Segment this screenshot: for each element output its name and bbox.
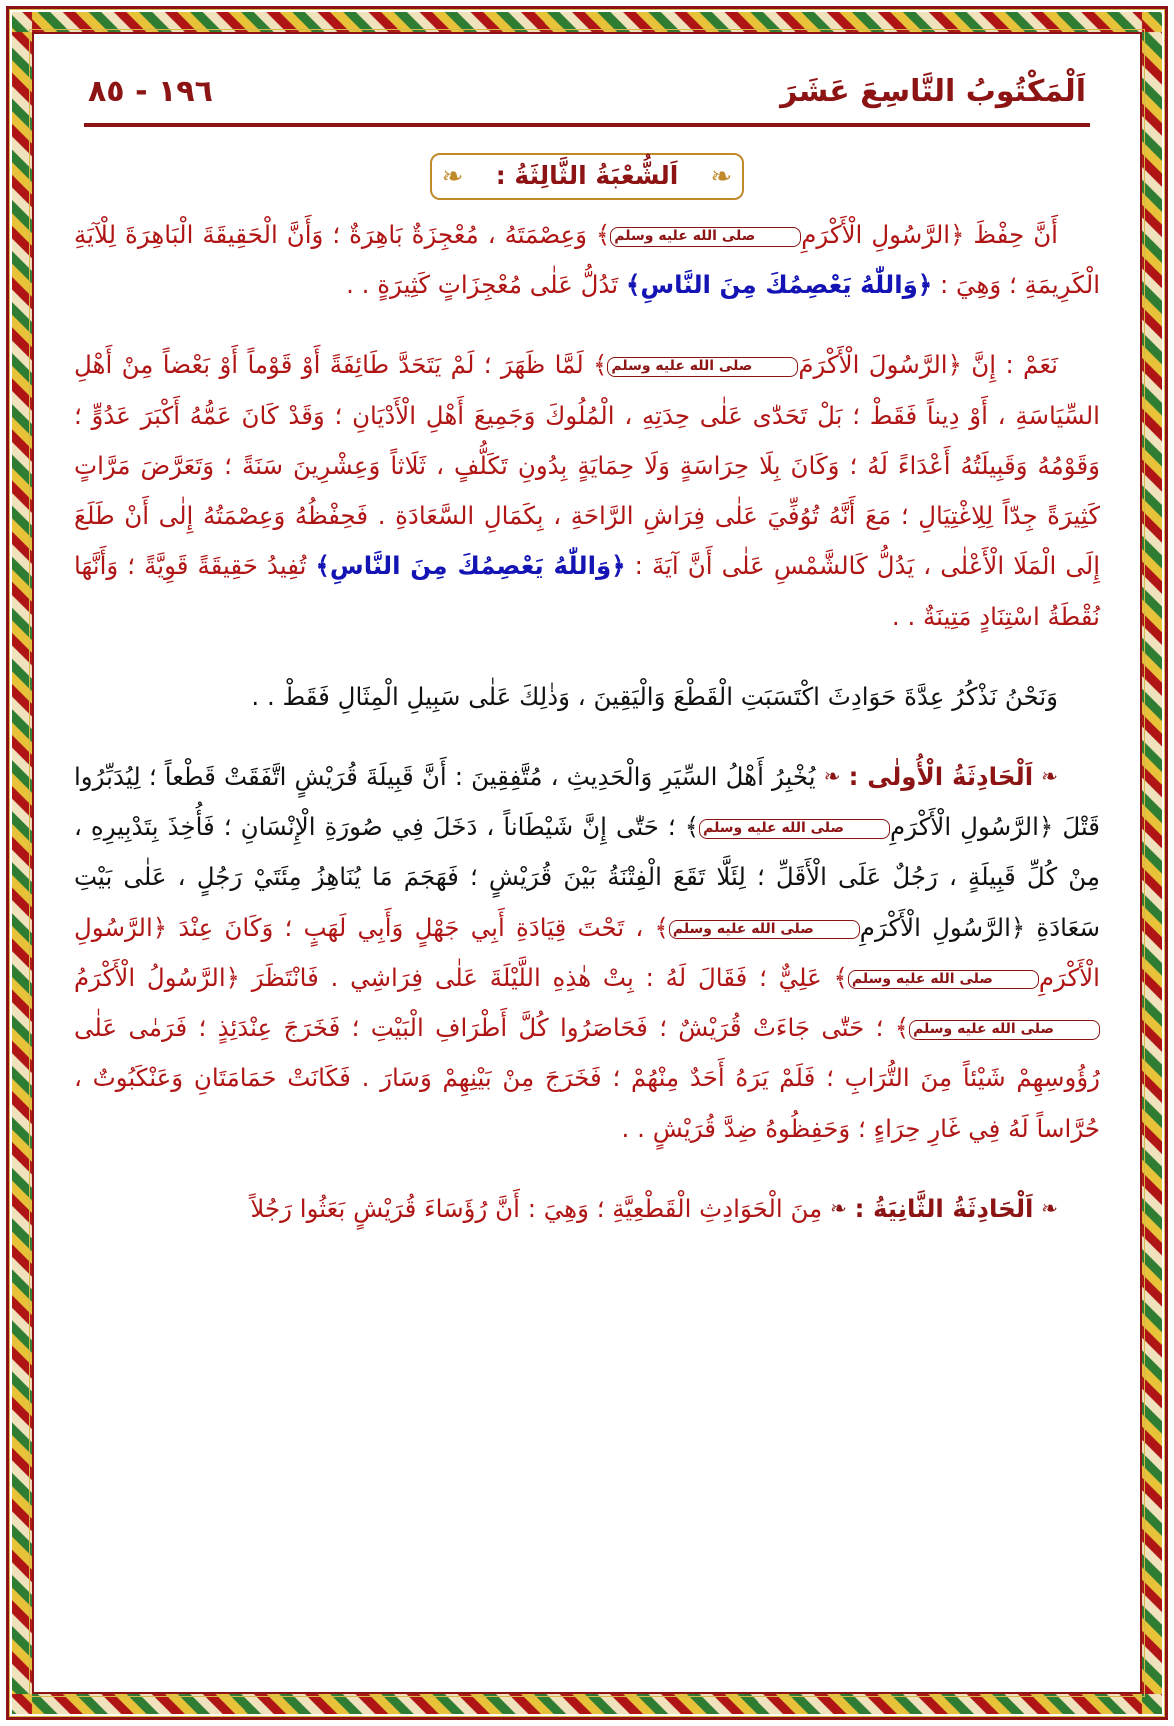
paragraph-1-text-tail: تَدُلُّ عَلٰى مُعْجِزَاتٍ كَثِيرَةٍ . .: [346, 270, 619, 300]
paragraph-2-text-tail: تُفِيدُ حَقِيقَةً قَوِيَّةً ؛ وَأَنَّهَا نُقْطَةُ اسْتِنَادٍ مَتِينَةٌ . .: [74, 551, 1100, 631]
paragraph-1-text-after: ﴾ وَعِصْمَتَهُ ، مُعْجِزَةٌ بَاهِرَةٌ ؛ وَأَنَّ الْحَقِيقَةَ الْبَاهِرَةَ لِلْآيَةِ الْكَرِيمَةِ ؛ وَهِيَ :: [74, 220, 1100, 300]
section-heading-wrap: [74, 153, 1100, 200]
quran-verse-1: ﴿وَاللّٰهُ يَعْصِمُكَ مِنَ النَّاسِ﴾: [625, 270, 933, 300]
paragraph-1-text-before: أَنَّ حِفْظَ ﴿الرَّسُولِ الْأَكْرَمِ: [801, 220, 1058, 249]
paragraph-4-text-after-4: ﴾ ؛ حَتّٰى جَاءَتْ قُرَيْشٌ ؛ فَحَاصَرُوا كُلَّ أَطْرَافِ الْبَيْتِ ؛ فَخَرَجَ عِنْدَئِذٍ ؛ فَرَمٰى عَلٰى رُؤُوسِهِمْ شَيْئاً مِنَ التُّرَابِ ؛ فَلَمْ يَرَهُ أَحَدٌ مِنْهُمْ ؛ فَخَرَجَ مِنْ بَيْنِهِمْ وَسَارَ . فَكَانَتْ حَمَامَتَانِ وَعَنْكَبُوتٌ ، حُرَّاساً لَهُ فِي غَارِ حِرَاءٍ ؛ وَحَفِظُوهُ ضِدَّ قُرَيْشٍ . .: [74, 1013, 1100, 1143]
paragraph-2-text-before: نَعَمْ : إِنَّ ﴿الرَّسُولَ الْأَكْرَمَ: [798, 350, 1058, 380]
header-divider: [84, 123, 1090, 127]
flourish-icon: ❧: [1041, 1195, 1058, 1220]
flourish-icon: ❧: [830, 1195, 847, 1220]
paragraph-2: [74, 340, 1100, 641]
incident-2-heading: اَلْحَادِثَةُ الثَّانِيَةُ :: [854, 1193, 1034, 1223]
honorific-badge-icon: صلى الله عليه وسلم: [607, 357, 798, 377]
paragraph-4-text-after-2: ﴾ ، تَحْتَ قِيَادَةِ أَبِي جَهْلٍ وَأَبِي لَهَبٍ ؛ وَكَانَ عِنْدَ ﴿الرَّسُولِ الْأَكْرَمِ: [74, 912, 1100, 992]
page-header: [74, 74, 1100, 109]
paragraph-4-text-after-3: ﴾ عَلِيٌّ ؛ فَقَالَ لَهُ : بِتْ هٰذِهِ اللَّيْلَةَ عَلٰى فِرَاشِي . فَانْتَظَرَ ﴿الرَّسُولُ الْأَكْرَمُ: [74, 962, 848, 992]
paragraph-4-text-before: يُخْبِرُ أَهْلُ السِّيَرِ وَالْحَدِيثِ ، مُتَّفِقِينَ : أَنَّ قَبِيلَةَ قُرَيْشٍ اتَّفَقَتْ قَطْعاً ؛ لِيُدَبِّرُوا قَتْلَ ﴿الرَّسُولِ الْأَكْرَمِ: [74, 761, 1100, 842]
paragraph-1: [74, 210, 1100, 310]
honorific-badge-icon: صلى الله عليه وسلم: [610, 227, 801, 247]
incident-1-heading: اَلْحَادِثَةُ الْأُولٰى :: [848, 761, 1034, 791]
paragraph-4-text-after: ﴾ ؛ حَتّٰى إِنَّ شَيْطَاناً ، دَخَلَ فِي صُورَةِ الْإِنْسَانِ ؛ فَأُخِذَ بِتَدْبِيرِهِ ، مِنْ كُلِّ قَبِيلَةٍ ، رَجُلٌ عَلَى الْأَقَلِّ ؛ لِئَلَّا تَقَعَ الْفِتْنَةُ بَيْنَ قُرَيْشٍ ؛ فَهَجَمَ مَا يُنَاهِزُ مِئَتَيْ رَجُلٍ ، عَلٰى بَيْتِ سَعَادَةِ ﴿الرَّسُولِ الْأَكْرَمِ: [74, 812, 1100, 942]
page-number: ١٩٦ - ٨٥: [88, 74, 213, 109]
paragraph-2-text-after: ﴾ لَمَّا ظَهَرَ ؛ لَمْ يَتَحَدَّ طَائِفَةً أَوْ قَوْماً أَوْ بَعْضاً مِنْ أَهْلِ السِّيَاسَةِ ، أَوْ دِيناً فَقَطْ ؛ بَلْ تَحَدّٰى عَلٰى حِدَتِهِ ، الْمُلُوكَ وَجَمِيعَ أَهْلِ الْأَدْيَانِ ؛ وَقَدْ كَانَ عَمُّهُ أَكْبَرَ عَدُوٍّ ؛ وَقَوْمُهُ وَقَبِيلَتُهُ أَعْدَاءً لَهُ ؛ وَكَانَ بِلَا حِرَاسَةٍ وَلَا حِمَايَةٍ بِدُونِ تَكَلُّفٍ ، ثَلَاثاً وَعِشْرِينَ سَنَةً ؛ وَتَعَرَّضَ مَرَّاتٍ كَثِيرَةً جِدّاً لِلِاغْتِيَالِ ؛ مَعَ أَنَّهُ تُوُفِّيَ عَلٰى فِرَاشِ الرَّاحَةِ ، بِكَمَالِ السَّعَادَةِ . فَحِفْظُهُ وَعِصْمَتُهُ إِلٰى أَنْ طَلَعَ إِلَى الْمَلَا الْأَعْلٰى ، يَدُلُّ كَالشَّمْسِ عَلٰى أَنَّ آيَةَ :: [74, 350, 1101, 581]
flourish-right-icon: ❧: [710, 161, 733, 192]
flourish-icon: ❧: [823, 763, 841, 788]
honorific-badge-icon: صلى الله عليه وسلم: [909, 1020, 1100, 1040]
honorific-badge-icon: صلى الله عليه وسلم: [699, 819, 890, 839]
paragraph-4: [74, 752, 1100, 1154]
body-text: [74, 210, 1100, 1234]
quran-verse-2: ﴿وَاللّٰهُ يَعْصِمُكَ مِنَ النَّاسِ﴾: [315, 551, 626, 581]
section-heading-cartouche: [430, 153, 745, 200]
page-content: [52, 48, 1122, 1678]
honorific-badge-icon: صلى الله عليه وسلم: [669, 920, 860, 940]
flourish-icon: ❧: [1041, 763, 1058, 788]
section-heading-text: اَلشُّعْبَةُ الثَّالِثَةُ :: [495, 161, 679, 190]
honorific-badge-icon: صلى الله عليه وسلم: [848, 970, 1039, 990]
paragraph-3: وَنَحْنُ نَذْكُرُ عِدَّةَ حَوَادِثَ اكْتَسَبَتِ الْقَطْعَ وَالْيَقِينَ ، وَذٰلِكَ عَلٰى سَبِيلِ الْمِثَالِ فَقَطْ . .: [251, 681, 1058, 711]
flourish-left-icon: ❧: [441, 161, 464, 192]
paragraph-5: [74, 1184, 1100, 1234]
page-title: اَلْمَكْتُوبُ التَّاسِعَ عَشَرَ: [780, 74, 1086, 109]
paragraph-5-text: مِنَ الْحَوَادِثِ الْقَطْعِيَّةِ ؛ وَهِيَ : أَنَّ رُؤَسَاءَ قُرَيْشٍ بَعَثُوا رَجُلاً: [250, 1193, 823, 1223]
